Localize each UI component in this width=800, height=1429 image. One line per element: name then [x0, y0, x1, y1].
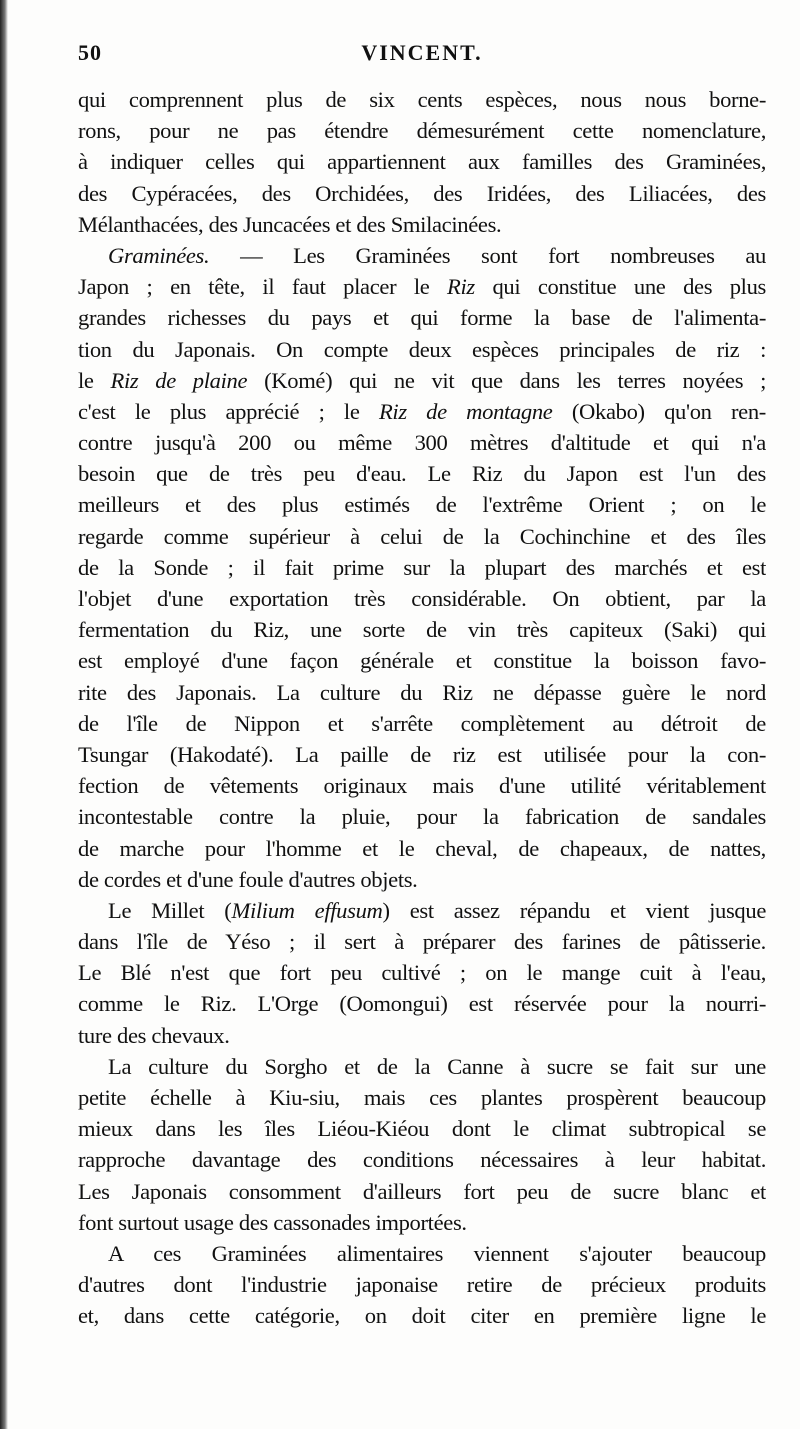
italic-term: Riz de montagne: [378, 398, 553, 424]
paragraph: [78, 1051, 766, 1238]
body-text: [78, 84, 766, 1332]
text-line: de la Sonde ; il fait prime sur la plupart des marchés et est: [78, 554, 766, 580]
paragraph: [78, 84, 766, 240]
text-line: comme le Riz. L'Orge (Oomongui) est réservée pour la nourri-: [78, 991, 766, 1017]
text-line: des Cypéracées, des Orchidées, des Iridées, des Liliacées, des: [78, 180, 766, 206]
text-line: est employé d'une façon générale et constitue la boisson favo-: [78, 648, 766, 674]
text-line: rapproche davantage des conditions nécessaires à leur habitat.: [78, 1147, 766, 1173]
text-line: tion du Japonais. On compte deux espèces principales de riz :: [78, 336, 766, 362]
paragraph: [78, 1238, 766, 1332]
italic-term: Riz de plaine: [110, 367, 248, 393]
italic-term: Milium effusum: [231, 897, 383, 923]
italic-term: Graminées.: [108, 242, 210, 268]
text-line: meilleurs et des plus estimés de l'extrême Orient ; on le: [78, 492, 766, 518]
text-line: fermentation du Riz, une sorte de vin très capiteux (Saki) qui: [78, 617, 766, 643]
paragraph: [78, 240, 766, 895]
text-line: et, dans cette catégorie, on doit citer en première ligne le: [78, 1303, 766, 1329]
text-line: de l'île de Nippon et s'arrête complètement au détroit de: [78, 710, 766, 736]
page-number: 50: [78, 40, 102, 65]
text-line: le Riz de plaine (Komé) qui ne vit que dans les terres noyées ;: [78, 367, 766, 393]
paragraph: [78, 895, 766, 1051]
text-line: ture des chevaux.: [78, 1022, 230, 1048]
text-line: Tsungar (Hakodaté). La paille de riz est utilisée pour la con-: [78, 741, 766, 767]
text-line: Japon ; en tête, il faut placer le Riz qui constitue une des plus: [78, 274, 766, 300]
text-line: contre jusqu'à 200 ou même 300 mètres d'altitude et qui n'a: [78, 430, 766, 456]
text-line: c'est le plus apprécié ; le Riz de montagne (Okabo) qu'on ren-: [78, 398, 766, 424]
text-line: Le Blé n'est que fort peu cultivé ; on le mange cuit à l'eau,: [78, 960, 766, 986]
text-line: de marche pour l'homme et le cheval, de chapeaux, de nattes,: [78, 835, 766, 861]
page-spine-shadow: [0, 0, 8, 1429]
text-line: mieux dans les îles Liéou-Kiéou dont le climat subtropical se: [78, 1116, 766, 1142]
text-line: incontestable contre la pluie, pour la fabrication de sandales: [78, 804, 766, 830]
text-line: rite des Japonais. La culture du Riz ne dépasse guère le nord: [78, 679, 766, 705]
text-line: fection de vêtements originaux mais d'une utilité véritablement: [78, 773, 766, 799]
text-line: à indiquer celles qui appartiennent aux familles des Graminées,: [78, 149, 766, 175]
italic-term: Riz: [447, 274, 475, 300]
text-line: grandes richesses du pays et qui forme la base de l'alimenta-: [78, 305, 766, 331]
text-line: La culture du Sorgho et de la Canne à sucre se fait sur une: [108, 1053, 766, 1079]
text-line: A ces Graminées alimentaires viennent s'ajouter beaucoup: [108, 1240, 766, 1266]
text-line: Mélanthacées, des Juncacées et des Smilacinées.: [78, 211, 502, 237]
text-line: d'autres dont l'industrie japonaise retire de précieux produits: [78, 1272, 766, 1298]
text-line: besoin que de très peu d'eau. Le Riz du Japon est l'un des: [78, 461, 766, 487]
text-line: rons, pour ne pas étendre démesurément cette nomenclature,: [78, 118, 766, 144]
text-line: de cordes et d'une foule d'autres objets.: [78, 866, 418, 892]
text-line: l'objet d'une exportation très considérable. On obtient, par la: [78, 586, 766, 611]
running-head: VINCENT.: [361, 40, 483, 65]
text-line: qui comprennent plus de six cents espèces, nous nous borne-: [78, 87, 766, 112]
text-line: dans l'île de Yéso ; il sert à préparer des farines de pâtisserie.: [78, 929, 766, 955]
text-line: Graminées. — Les Graminées sont fort nombreuses au: [108, 242, 766, 268]
text-line: regarde comme supérieur à celui de la Cochinchine et des îles: [78, 523, 766, 549]
text-line: petite échelle à Kiu-siu, mais ces plantes prospèrent beaucoup: [78, 1085, 766, 1110]
page-header: [78, 40, 766, 74]
text-line: Le Millet (Milium effusum) est assez répandu et vient jusque: [108, 897, 766, 923]
text-line: font surtout usage des cassonades importées.: [78, 1209, 467, 1235]
text-line: Les Japonais consomment d'ailleurs fort peu de sucre blanc et: [78, 1178, 766, 1204]
